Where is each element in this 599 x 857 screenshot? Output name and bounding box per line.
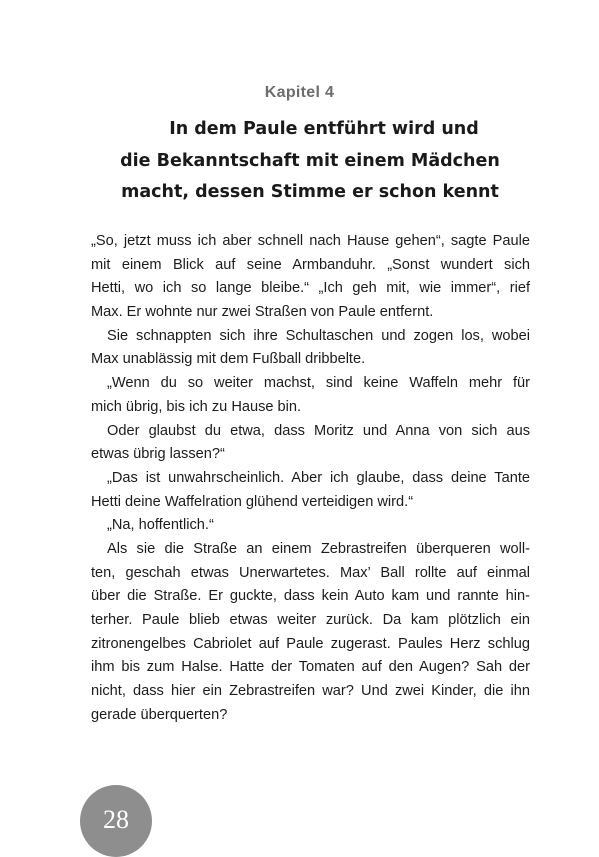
text-line: Als sie die Straße an einem Zebrastreifen überqueren woll- <box>107 540 530 557</box>
text-line: ten, geschah etwas Unerwartetes. Max’ Ball rollte auf einmal <box>91 564 530 581</box>
text-line: etwas übrig lassen?“ <box>91 446 225 463</box>
chapter-label: Kapitel 4 <box>264 84 335 101</box>
text-line: gerade überquerten? <box>91 706 228 723</box>
text-line: „Na, hoffentlich.“ <box>107 517 214 534</box>
text-line: „Das ist unwahrscheinlich. Aber ich glaube, dass deine Tante <box>107 469 530 486</box>
chapter-title-line: macht, dessen Stimme er schon kennt <box>121 182 499 202</box>
text-line: mich übrig, bis ich zu Hause bin. <box>91 398 302 415</box>
page-number: 28 <box>103 805 129 834</box>
body-text <box>91 230 530 727</box>
text-line: „So, jetzt muss ich aber schnell nach Hause gehen“, sagte Paule <box>91 233 530 249</box>
chapter-title-line: In dem Paule entführt wird und <box>169 119 479 139</box>
text-line: mit einem Blick auf seine Armbanduhr. „Sonst wundert sich <box>91 256 530 273</box>
text-line: Max unablässig mit dem Fußball dribbelte. <box>91 351 366 368</box>
text-line: zitronengelbes Cabriolet auf Paule zugerast. Paules Herz schlug <box>91 635 530 652</box>
text-line: Hetti deine Waffelration glühend verteidigen wird.“ <box>91 493 414 510</box>
text-line: ihm bis zum Halse. Hatte der Tomaten auf den Augen? Sah der <box>91 659 530 676</box>
chapter-title <box>90 114 530 209</box>
text-line: Hetti, wo ich so lange bleibe.“ „Ich geh mit, wie immer“, rief <box>91 280 530 297</box>
text-line: Oder glaubst du etwa, dass Moritz und Anna von sich aus <box>107 422 530 439</box>
text-line: terher. Paule blieb etwas weiter zurück. Da kam plötzlich ein <box>91 612 530 628</box>
text-line: „Wenn du so weiter machst, sind keine Waffeln mehr für <box>107 375 530 392</box>
chapter-title-line: die Bekanntschaft mit einem Mädchen <box>120 150 500 171</box>
text-line: über die Straße. Er guckte, dass kein Auto kam und rannte hin- <box>91 588 530 605</box>
text-line: Sie schnappten sich ihre Schultaschen und zogen los, wobei <box>107 327 530 344</box>
text-line: Max. Er wohnte nur zwei Straßen von Paule entfernt. <box>91 304 434 321</box>
text-line: nicht, dass hier ein Zebrastreifen war? Und zwei Kinder, die ihn <box>91 683 530 700</box>
